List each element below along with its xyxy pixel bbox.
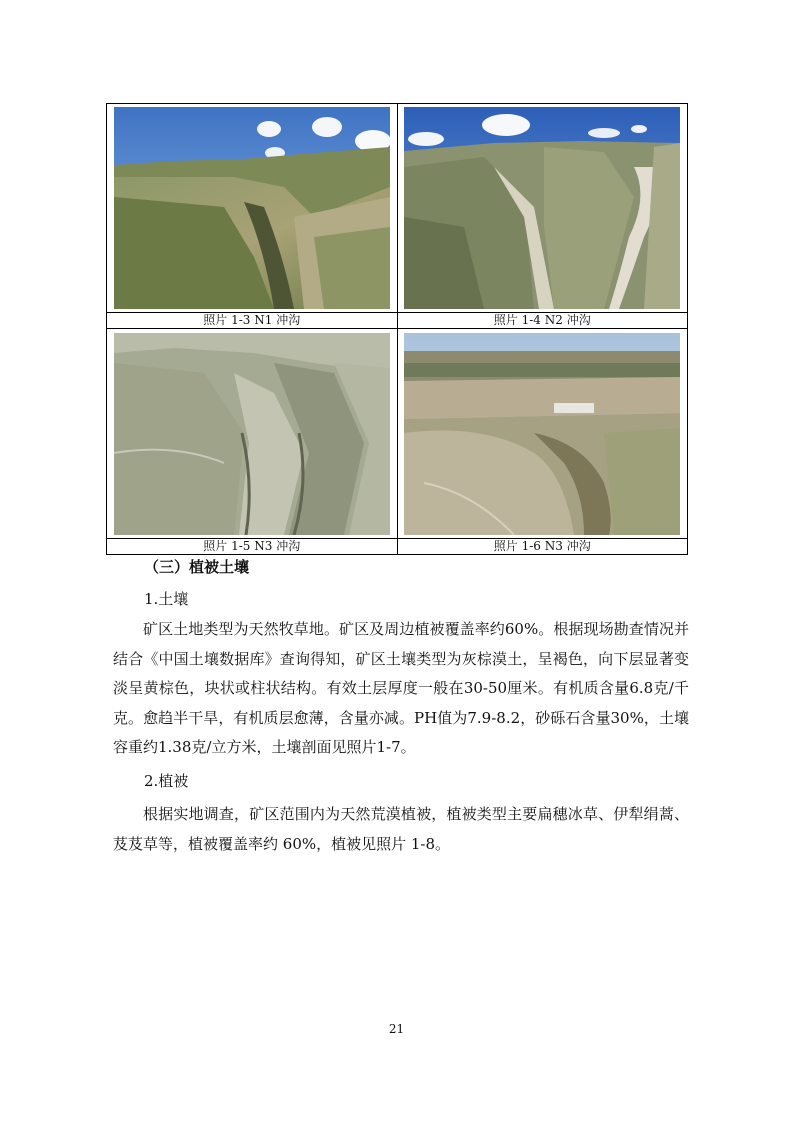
photo-n3-gully-village	[404, 333, 680, 535]
photo-caption-2: 照片 1-4 N2 冲沟	[397, 313, 688, 329]
photo-caption-4: 照片 1-6 N3 冲沟	[397, 538, 688, 554]
soil-subheading: 1.土壤	[144, 590, 189, 608]
photo-cell-4	[397, 329, 688, 538]
photo-cell-1	[107, 104, 398, 313]
soil-paragraph: 矿区土地类型为天然牧草地。矿区及周边植被覆盖率约60%。根据现场勘查情况并结合《中国土壤数据库》查询得知，矿区土壤类型为灰棕漠土，呈褐色，向下层显著变淡呈黄棕色，块状或柱状结构。有效土层厚度一般在30-50厘米。有机质含量6.8克/千克。愈趋半干旱，有机质层愈薄，含量亦减。PH值为7.9-8.2，砂砾石含量30%，土壤容重约1.38克/立方米，土壤剖面见照片1-7。	[113, 620, 689, 756]
photo-caption-3: 照片 1-5 N3 冲沟	[107, 538, 398, 554]
vegetation-paragraph: 根据实地调查，矿区范围内为天然荒漠植被，植被类型主要扁穗冰草、伊犁绢蒿、芨芨草等，植被覆盖率约 60%，植被见照片 1-8。	[113, 805, 689, 853]
photo-n2-gully	[404, 107, 680, 309]
photo-caption-1: 照片 1-3 N1 冲沟	[107, 313, 398, 329]
section-heading: （三）植被土壤	[144, 558, 250, 576]
photo-table	[106, 103, 688, 555]
vegetation-subheading: 2.植被	[144, 772, 189, 790]
page-number: 21	[388, 1022, 405, 1036]
photo-n1-gully	[114, 107, 390, 309]
photo-cell-3	[107, 329, 398, 538]
photo-n3-gully-aerial	[114, 333, 390, 535]
photo-cell-2	[397, 104, 688, 313]
